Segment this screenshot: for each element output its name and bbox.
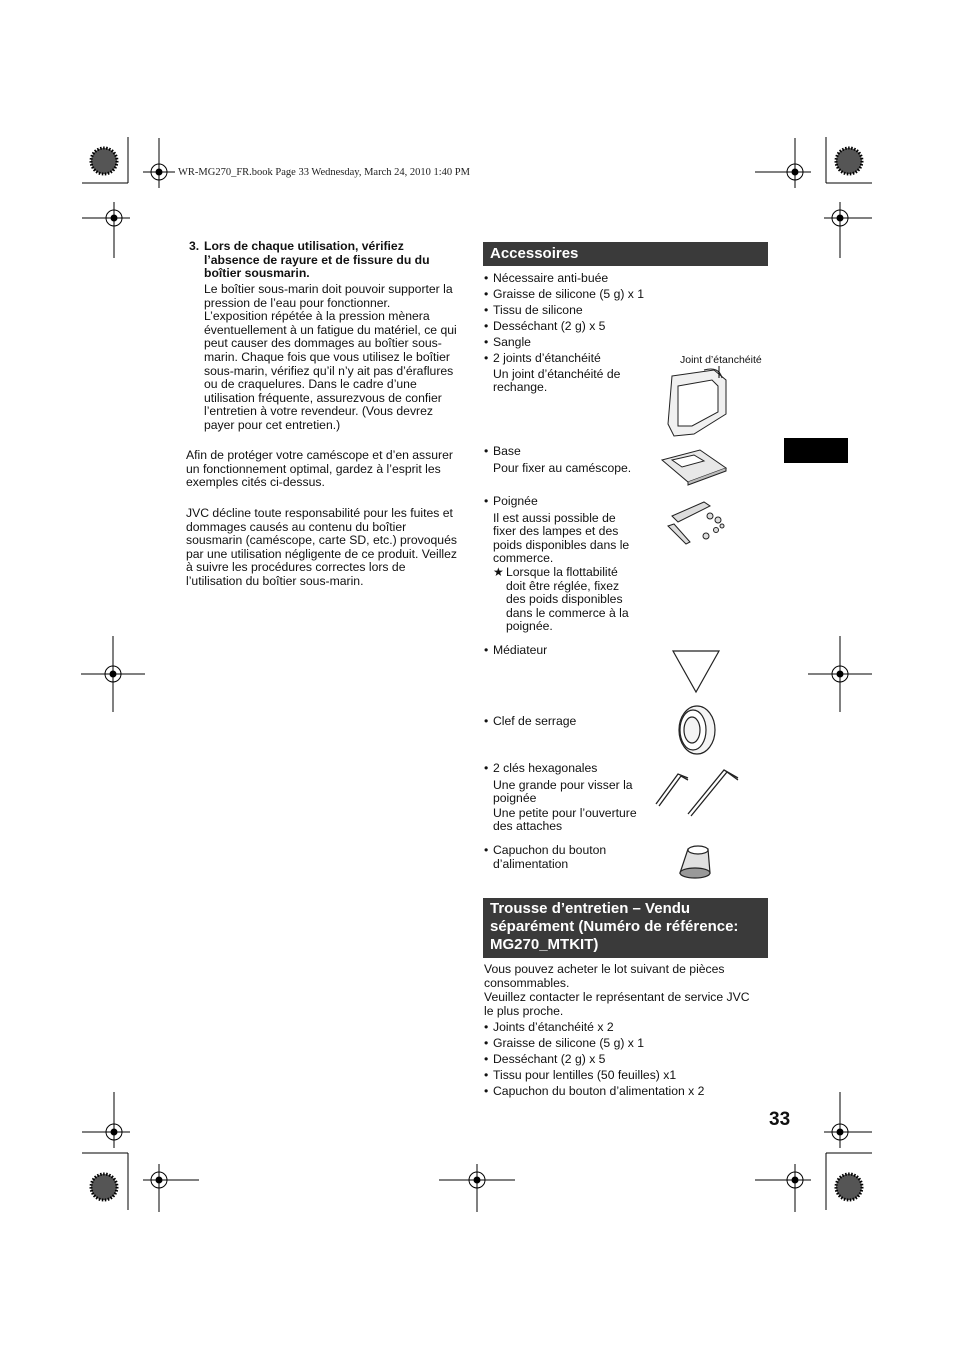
joint-callout-label: Joint d’étanchéité xyxy=(680,354,762,366)
file-info-header: WR-MG270_FR.book Page 33 Wednesday, March 24, 2010 1:40 PM xyxy=(178,167,470,178)
wrench-ring-illustration xyxy=(675,704,717,756)
list-item: • Desséchant (2 g) x 5 xyxy=(484,320,659,336)
list-item: • Nécessaire anti-buée xyxy=(484,272,659,288)
mediateur-item: • Médiateur xyxy=(484,644,954,658)
list-item: • Graisse de silicone (5 g) x 1 xyxy=(484,288,673,304)
list-item: • Capuchon du bouton d’alimentation x 2 xyxy=(484,1085,774,1101)
accessoires-heading: Accessoires xyxy=(483,242,768,266)
liability-paragraph: JVC décline toute responsabilité pour les fuites et dommages causés au contenu du boîtier sousmarin (caméscope, carte SD, etc.) provoqués par une utilisation négligente de ce produit. Veillez à suivre les procédures correctes lors de l’utilisation du boîtier sous-marin. xyxy=(186,506,458,588)
list-item: • Tissu pour lentilles (50 feuilles) x1 xyxy=(484,1069,774,1085)
trousse-intro: Vous pouvez acheter le lot suivant de pièces consommables. Veuillez contacter le représentant de service JVC le plus proche. xyxy=(484,962,750,1018)
list-item: • Graisse de silicone (5 g) x 1 xyxy=(484,1037,774,1053)
list-item: • Desséchant (2 g) x 5 xyxy=(484,1053,774,1069)
base-plate-illustration xyxy=(660,446,728,486)
list-item: • Tissu de silicone xyxy=(484,304,659,320)
hex-keys-illustration xyxy=(654,766,740,818)
list-item: • Sangle xyxy=(484,336,659,352)
step-number: 3. xyxy=(189,239,200,253)
capuchon-item: • Capuchon du bouton d’alimentation xyxy=(484,844,654,871)
power-cap-illustration xyxy=(676,843,714,879)
pick-triangle-illustration xyxy=(672,650,720,694)
star-note-icon: ★ xyxy=(493,565,504,579)
accessories-list: • Nécessaire anti-buée • Graisse de silicone (5 g) x 1 • Tissu de silicone • Desséchant (2 g) x 5 • Sangle • 2 joints d’étanchéité Un joint d’étanchéité de rechange. xyxy=(484,272,659,395)
step-body: Le boîtier sous-marin doit pouvoir supporter la pression de l’eau pour fonctionner. L’exposition répétée à la pression mènera éventuellement à un fatigue du matériel, ce qui peut causer des dommages au boîtier sous- marin. Chaque fois que vous utilisez le boîtier sous-marin, vérifiez qu’il n’y ait pas d’éraflures ou de craquelures. Dans le cadre d’une utilisation fréquente, assurezvous de confier l’entretien à votre revendeur. (Vous devrez payer pour cet entretien.) xyxy=(204,282,457,432)
seal-joint-illustration xyxy=(664,364,734,440)
hex-keys-item: • 2 clés hexagonales Une grande pour visser la poignée Une petite pour l’ouverture des attaches xyxy=(484,762,654,834)
poignee-note: Lorsque la flottabilité doit être réglée, fixez des poids disponibles dans le commerce à la poignée. xyxy=(506,565,629,634)
protection-paragraph: Afin de protéger votre caméscope et d’en assurer un fonctionnement optimal, gardez à l’esprit les exemples cités ci-dessus. xyxy=(186,448,453,490)
handle-illustration xyxy=(666,496,728,548)
list-item: • 2 joints d’étanchéité xyxy=(484,352,659,366)
trousse-heading: Trousse d’entretien – Vendu séparément (Numéro de référence: MG270_MTKIT) xyxy=(483,898,768,958)
page-number: 33 xyxy=(769,1109,791,1130)
list-item: • Joints d’étanchéité x 2 xyxy=(484,1021,774,1037)
poignee-item: • Poignée Il est aussi possible de fixer des lampes et des poids disponibles dans le commerce. xyxy=(484,495,654,566)
base-item: • Base Pour fixer au caméscope. xyxy=(484,445,654,475)
clef-item: • Clef de serrage xyxy=(484,715,954,729)
trousse-list xyxy=(484,1021,774,1101)
section-thumb-tab xyxy=(784,438,848,463)
step-title: Lors de chaque utilisation, vérifiez l’absence de rayure et de fissure du du boîtier sousmarin. xyxy=(204,239,430,281)
